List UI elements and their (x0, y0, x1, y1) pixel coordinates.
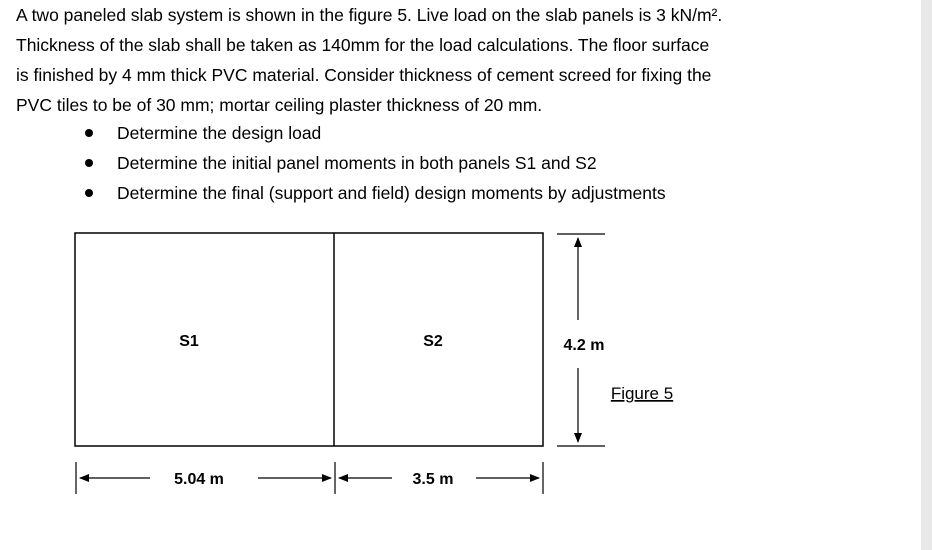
task-item: Determine the final (support and field) design moments by adjustments (83, 178, 666, 208)
problem-line-3: is finished by 4 mm thick PVC material. Consider thickness of cement screed for fixing the (16, 65, 712, 85)
height-dimension-label: 4.2 m (563, 337, 605, 354)
panel-label-s2: S2 (423, 333, 443, 350)
task-item: Determine the initial panel moments in both panels S1 and S2 (83, 148, 666, 178)
problem-line-4: PVC tiles to be of 30 mm; mortar ceiling plaster thickness of 20 mm. (16, 95, 543, 115)
width-dimension (76, 462, 543, 494)
problem-line-1: A two paneled slab system is shown in the figure 5. Live load on the slab panels is 3 kN/m². (16, 5, 723, 25)
task-item: Determine the design load (83, 118, 666, 148)
width-s2-label: 3.5 m (412, 471, 454, 488)
width-s1-label: 5.04 m (174, 471, 224, 488)
slab-outline (75, 233, 543, 446)
page-edge (921, 0, 932, 550)
figure-caption: Figure 5 (610, 384, 674, 403)
panel-label-s1: S1 (179, 333, 199, 350)
problem-line-2: Thickness of the slab shall be taken as 140mm for the load calculations. The floor surface (16, 35, 710, 55)
